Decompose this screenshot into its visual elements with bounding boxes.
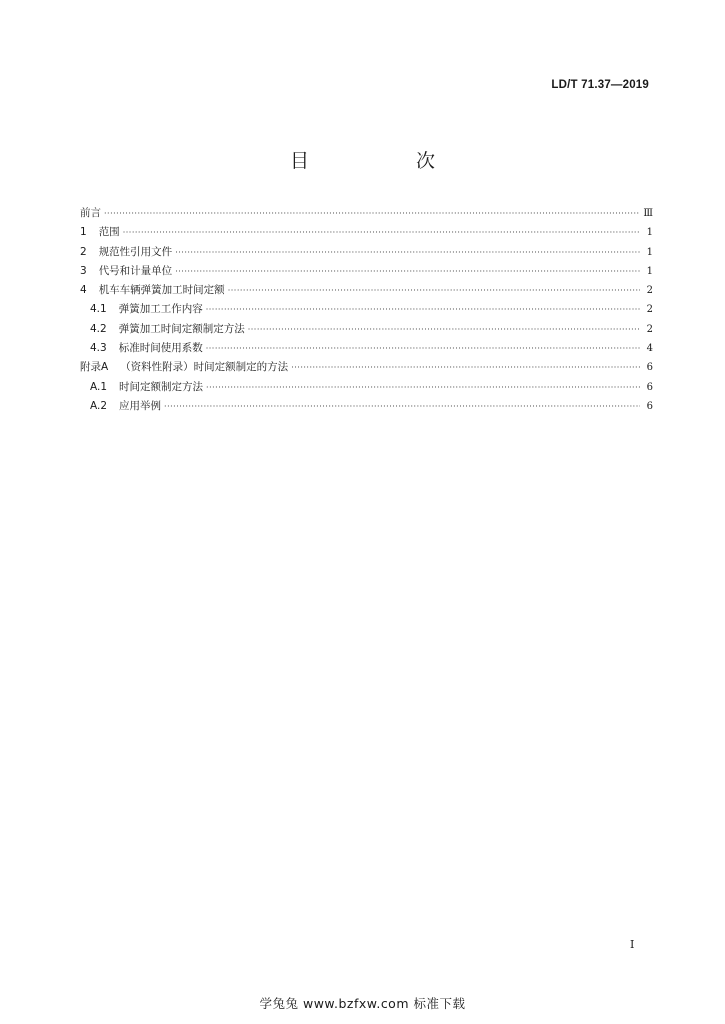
toc-leader-dots [123,223,640,242]
toc-leader-dots [228,281,640,300]
toc-entry[interactable] [80,320,653,339]
toc-entry-page: 2 [646,304,653,316]
toc-entry-label: 弹簧加工工作内容 [118,303,203,316]
toc-entry-label: 代号和计量单位 [98,264,173,277]
toc-entry[interactable] [80,281,653,300]
toc-entry-label: 范围 [98,226,120,239]
toc-leader-dots [164,397,640,416]
toc-entry-number: 3 [80,264,87,277]
toc-entry-page: 6 [646,381,653,393]
toc-entry[interactable] [80,378,653,397]
toc-entry[interactable] [80,300,653,319]
watermark-footer: 学兔兔 www.bzfxw.com 标准下载 [259,996,466,1011]
toc-leader-dots [206,378,640,397]
toc-entry-page: 1 [646,227,653,239]
toc-entry[interactable] [80,262,653,281]
toc-entry[interactable] [80,223,653,242]
toc-entry-number: 4.2 [90,322,107,335]
toc-entry-number: 1 [80,226,87,239]
toc-entry-label: 规范性引用文件 [98,245,173,258]
toc-entry-page: 2 [646,285,653,297]
toc-leader-dots [206,339,640,358]
toc-entry-label: 标准时间使用系数 [118,342,203,355]
toc-entry[interactable] [80,397,653,416]
toc-entry-label: 应用举例 [119,399,162,412]
page-number: I [630,938,635,951]
toc-leader-dots [175,262,640,281]
toc-entry[interactable] [80,204,653,223]
toc-entry[interactable] [80,339,653,358]
toc-entry-label: 前言 [80,207,101,219]
toc-entry-number: A.2 [90,399,108,412]
toc-entry-number: A.1 [90,380,108,393]
toc-entry-number: 4.3 [90,342,107,355]
toc-leader-dots [248,320,640,339]
toc-entry-label: （资料性附录）时间定额制定的方法 [120,361,289,374]
toc-entry-page: 2 [646,323,653,335]
toc-entry[interactable] [80,243,653,262]
toc-entry-page: 4 [646,343,653,355]
toc-entry-page: Ⅲ [643,208,653,219]
page-title: 目 次 [289,150,479,172]
toc-entry-number: 2 [80,245,87,258]
toc-entry-number: 附录A [80,361,109,374]
toc-entry-label: 时间定额制定方法 [119,380,204,393]
toc-entry[interactable] [80,358,653,377]
toc-entry-label: 机车车辆弹簧加工时间定额 [98,284,225,297]
table-of-contents [80,204,653,416]
toc-leader-dots [104,204,640,223]
toc-entry-page: 1 [646,246,653,258]
toc-entry-page: 6 [646,400,653,412]
toc-entry-label: 弹簧加工时间定额制定方法 [118,322,245,335]
toc-entry-number: 4 [80,284,87,297]
toc-leader-dots [206,300,640,319]
toc-entry-page: 1 [646,265,653,277]
toc-leader-dots [291,358,640,377]
standard-code: LD/T 71.37—2019 [551,79,649,91]
toc-leader-dots [175,243,640,262]
toc-entry-number: 4.1 [90,303,107,316]
toc-entry-page: 6 [646,362,653,374]
